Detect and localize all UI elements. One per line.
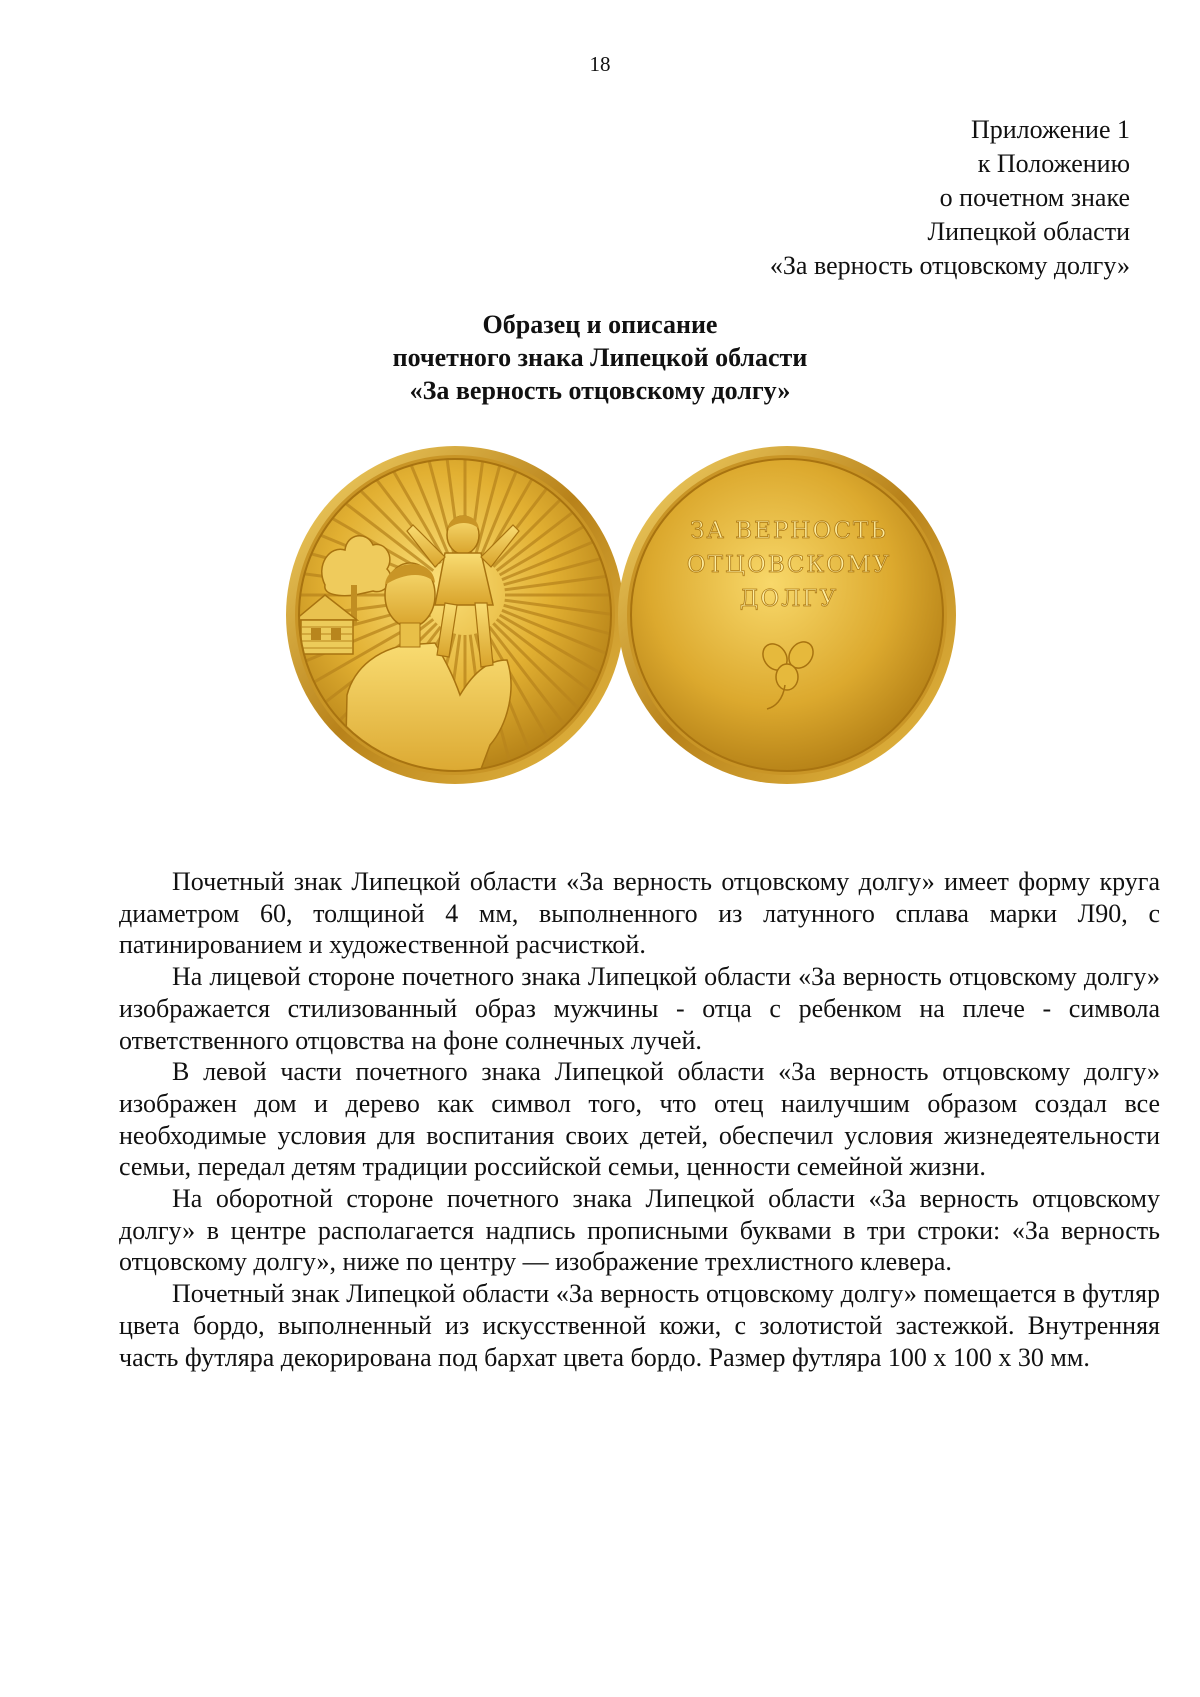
title-line: «За верность отцовскому долгу» [409,376,791,405]
reverse-inscription-line: ОТЦОВСКОМУ [686,552,892,578]
appendix-reference [770,113,1130,283]
appendix-line: Липецкой области [927,217,1130,246]
medal-images [0,445,1200,785]
reverse-inscription-line: ДОЛГУ [739,586,839,612]
body-paragraph: На лицевой стороне почетного знака Липецкой области «За верность отцовскому долгу» изображается стилизованный образ мужчины - отца с ребенком на плече - символа ответственного отцовства на фоне солнечных лучей. [119,962,1160,1055]
medal-obverse-image [285,445,625,785]
body-text [119,866,1160,1373]
reverse-inscription-line: ЗА ВЕРНОСТЬ [690,518,888,544]
medal-reverse-image [617,445,957,785]
body-paragraph: На оборотной стороне почетного знака Липецкой области «За верность отцовскому долгу» в центре располагается надпись прописными буквами в три строки: «За верность отцовскому долгу», ниже по центру — изображение трехлистного клевера. [119,1184,1160,1277]
body-paragraph: Почетный знак Липецкой области «За верность отцовскому долгу» имеет форму круга диаметром 60, толщиной 4 мм, выполненного из латунного сплава марки Л90, с патинированием и художественной расчисткой. [119,867,1160,960]
body-paragraph: Почетный знак Липецкой области «За верность отцовскому долгу» помещается в футляр цвета бордо, выполненный из искусственной кожи, с золотистой застежкой. Внутренняя часть футляра декорирована под бархат цвета бордо. Размер футляра 100 х 100 х 30 мм. [119,1279,1160,1372]
body-paragraph: В левой части почетного знака Липецкой области «За верность отцовскому долгу» изображен дом и дерево как символ того, что отец наилучшим образом создал все необходимые условия для воспитания своих детей, обеспечил условия жизнедеятельности семьи, передал детям традиции российской семьи, ценности семейной жизни. [119,1057,1160,1182]
appendix-line: «За верность отцовскому долгу» [769,251,1130,280]
appendix-line: о почетном знаке [939,183,1130,212]
page-number: 18 [589,52,611,76]
medal-obverse-father-child-icon [285,445,625,785]
document-title [0,308,1200,407]
appendix-line: Приложение 1 [970,115,1130,144]
title-line: Образец и описание [482,310,718,339]
title-line: почетного знака Липецкой области [392,343,808,372]
appendix-line: к Положению [977,149,1130,178]
medal-reverse-inscription-clover-icon [617,445,957,785]
